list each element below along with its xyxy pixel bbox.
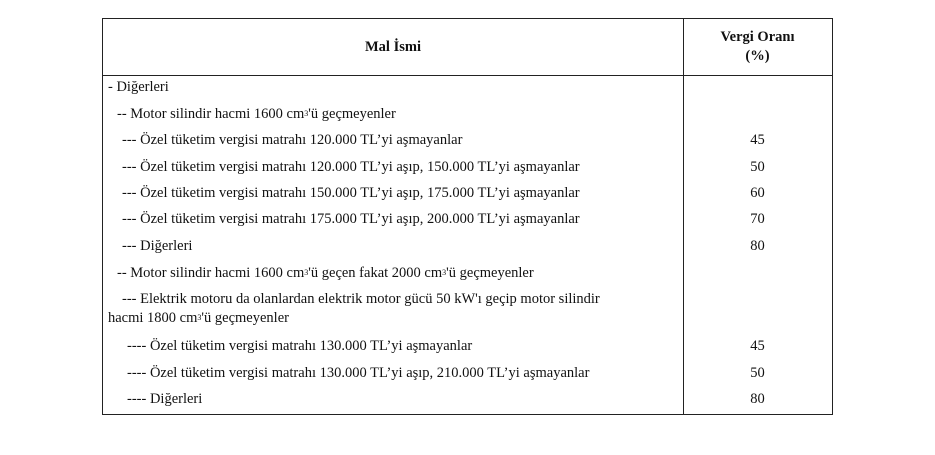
row-name: --- Diğerleri (122, 238, 193, 254)
row-name: -- Motor silindir hacmi 1600 $cm^3'ü$ geçmeyenler (117, 106, 396, 122)
row-rate: 45 (750, 338, 765, 354)
row-name: ---- Diğerleri (127, 391, 203, 407)
header-name-column: Mal İsmi (365, 38, 421, 55)
row-rate: 60 (750, 185, 765, 201)
row-name: --- Özel tüketim vergisi matrahı 120.000 TL’yi aşıp, 150.000 TL’yi aşmayanlar (122, 159, 580, 175)
row-name: hacmi 1800 $cm^3'ü$ geçmeyenler (108, 310, 289, 326)
row-name: ---- Özel tüketim vergisi matrahı 130.000 TL’yi aşıp, 210.000 TL’yi aşmayanlar (127, 365, 590, 381)
row-rate: 50 (750, 365, 765, 381)
row-rate: 80 (750, 238, 765, 254)
header-rate-column (683, 19, 832, 75)
row-name: --- Özel tüketim vergisi matrahı 175.000 TL’yi aşıp, 200.000 TL’yi aşmayanlar (122, 211, 580, 227)
tax-rate-table (102, 18, 833, 415)
row-name: ---- Özel tüketim vergisi matrahı 130.000 TL’yi aşmayanlar (127, 338, 473, 354)
row-name: --- Elektrik motoru da olanlardan elektrik motor gücü 50 kW'ı geçip motor silindir (122, 291, 600, 307)
row-rate: 45 (750, 132, 765, 148)
row-rate: 70 (750, 211, 765, 227)
row-name: --- Özel tüketim vergisi matrahı 120.000 TL’yi aşmayanlar (122, 132, 463, 148)
row-rate: 80 (750, 391, 765, 407)
header-rate-unit: (%) (745, 48, 770, 64)
row-name: --- Özel tüketim vergisi matrahı 150.000 TL’yi aşıp, 175.000 TL’yi aşmayanlar (122, 185, 580, 201)
row-rate: 50 (750, 159, 765, 175)
row-name: - Diğerleri (108, 79, 169, 95)
row-name: -- Motor silindir hacmi 1600 $cm^3'ü$ geçen fakat 2000 $cm^3'ü$ geçmeyenler (117, 265, 534, 281)
header-divider (103, 75, 832, 76)
header-rate-title: Vergi Oranı (720, 29, 795, 45)
